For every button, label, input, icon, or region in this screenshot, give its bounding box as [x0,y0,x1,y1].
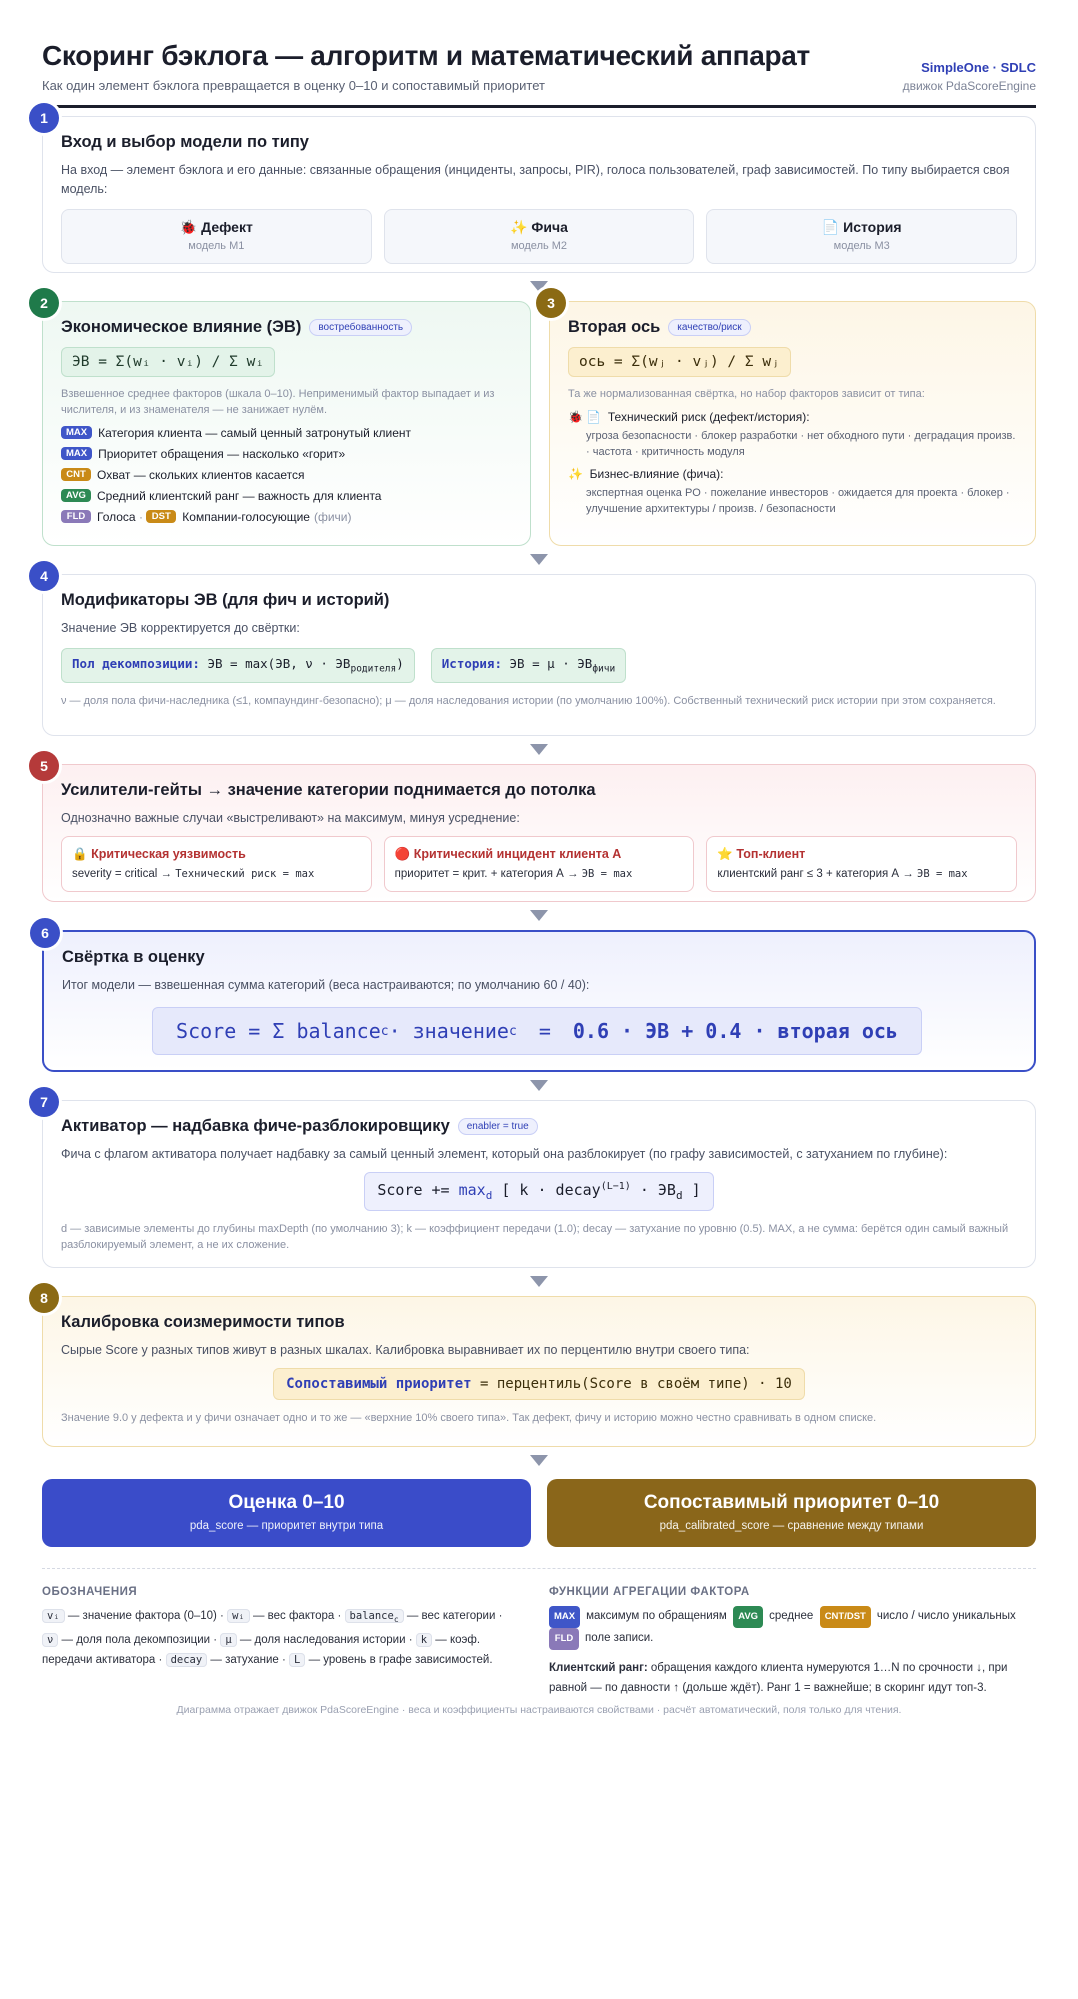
agg-tag: FLD [61,510,91,523]
sparkles-icon: ✨ [568,467,583,481]
agg-tag: MAX [61,447,92,460]
step-1-card [40,110,1036,273]
flow-arrow-icon [530,744,548,755]
model-feature [384,209,695,264]
group-title: Технический риск [607,410,706,424]
footer-note: Диаграмма отражает движок PdaScoreEngine · веса и коэффициенты настраиваются свойствами · расчёт автоматический, поля только для чтения. [176,1704,902,1716]
result-score-title: Оценка 0–10 [228,1492,345,1513]
group-title: Бизнес-влияние [589,467,680,481]
lock-icon: 🔒 [72,847,88,861]
model-code: модель M3 [833,240,890,252]
step-8-number: 8 [29,1283,59,1313]
header [42,38,1036,108]
model-code: модель M1 [188,240,245,252]
factor-name: Средний клиентский ранг [97,488,240,503]
step-6-number: 6 [30,918,60,948]
step-5-desc: Однозначно важные случаи «выстреливают» на максимум, минуя усреднение: [61,811,520,825]
step-3-pill: качество/риск [668,319,750,336]
result-score [42,1479,531,1547]
ev-formula: ЭВ = Σ(wᵢ · vᵢ) / Σ wᵢ [61,347,275,377]
calibration-formula: Сопоставимый приоритет = перцентиль(Score в своём типе) · 10 [273,1368,805,1400]
legend-notation-title: ОБОЗНАЧЕНИЯ [42,1586,138,1598]
header-meta [903,60,1036,93]
axis-group-business [568,467,1017,517]
step-2-number: 2 [29,288,59,318]
result-calibrated [547,1479,1036,1547]
group-scope: (фича): [682,467,724,481]
factor-row [61,508,512,525]
flow-arrow-icon [530,1080,548,1091]
step-3-number: 3 [536,288,566,318]
step-8-card [40,1290,1036,1447]
document-icon: 📄 [821,219,840,235]
page-title: Скоринг бэклога — алгоритм и математический аппарат [42,40,810,71]
score-formula: Score = Σ balance c · значение c = 0.6 · ЭВ + 0.4 · вторая ось [152,1007,922,1055]
sparkles-icon: ✨ [510,219,528,235]
group-scope: (дефект/история): [709,410,810,424]
group-factors: экспертная оценка PO · пожелание инвесторов · ожидается для проекта · блокер · улучшение архитектуры / произв. / безопасности [586,487,1010,515]
factor-name: Охват [97,467,131,482]
factor-row [61,424,512,441]
step-7-note: d — зависимые элементы до глубины maxDepth (по умолчанию 3); k — коэффициент передачи (1.0); decay — затухание по уровню (0.5). MAX, а не сумма: берётся один самый важный разблокируемый элемент, а не их сложение. [61,1223,1009,1251]
factor-row [61,487,512,504]
step-4-card [40,568,1036,736]
model-name: Фича [531,219,568,235]
step-8-title: Калибровка соизмеримости типов [61,1313,345,1331]
step-8-desc: Сырые Score у разных типов живут в разных шкалах. Калибровка выравнивает их по перцентилю внутри своего типа: [61,1343,750,1357]
step-1-desc: На вход — элемент бэклога и его данные: связанные обращения (инциденты, запросы, PIR), голоса пользователей, граф зависимостей. По типу выбирается своя модель: [61,163,1010,196]
group-factors: угроза безопасности · блокер разработки · нет обходного пути · деградация произв. · частота · критичность модуля [586,430,1016,458]
legend-aggregation-title: ФУНКЦИИ АГРЕГАЦИИ ФАКТОРА [549,1586,750,1598]
agg-tag: MAX [61,426,92,439]
step-4-number: 4 [29,561,59,591]
model-name: История [843,219,902,235]
step-6-title: Свёртка в оценку [62,948,205,966]
step-6-desc: Итог модели — взвешенная сумма категорий (веса настраиваются; по умолчанию 60 / 40): [62,978,590,992]
legend-aggregation: ФУНКЦИИ АГРЕГАЦИИ ФАКТОРА MAX максимум по обращениям AVG среднее CNT/DST число / число уникальных FLD поле записи. Клиентский ранг: обращения каждого клиента нумеруются 1…N по срочности ↓, при равной — по давности ↑ (дольше ждёт). Ранг 1 = важнейше; в скоринг идут топ-3. [549,1586,1036,1698]
floor-formula: Пол декомпозиции: ЭВ = max(ЭВ, $\nu \cdot ЭВ_{родителя}$) [61,648,415,683]
step-8-note: Значение 9.0 у дефекта и у фичи означает одно и то же — «верхние 10% своего типа». Так дефект, фичу и историю можно честно сравнивать в одном списке. [61,1412,877,1424]
result-score-sub: pda_score — приоритет внутри типа [189,1520,384,1532]
bug-document-icon: 🐞 📄 [568,410,602,424]
factor-row [61,445,512,462]
bug-icon: 🐞 [179,219,198,235]
step-5-card [40,758,1036,902]
step-6-card [41,925,1036,1072]
star-icon: ⭐ [717,847,733,861]
page-subtitle: Как один элемент бэклога превращается в оценку 0–10 и сопоставимый приоритет [42,78,545,93]
factor-desc: — насколько «горит» [227,446,346,461]
step-7-pill: enabler = true [458,1118,538,1135]
step-2-title: Экономическое влияние (ЭВ) [61,318,302,336]
result-calibrated-sub: pda_calibrated_score — сравнение между типами [659,1520,924,1532]
gate-critical-incident: 🔴 Критический инцидент клиента А приоритет = крит. + категория А → ЭВ = max [384,836,695,892]
flow-arrow-icon [530,554,548,565]
step-4-title: Модификаторы ЭВ (для фич и историй) [61,591,390,609]
gate-critical-vuln: 🔒 Критическая уязвимость severity = critical → Технический риск = max [61,836,372,892]
factor-desc: — самый ценный затронутый клиент [205,425,412,440]
factor-name: Категория клиента [98,425,202,440]
enabler-formula: Score += $\max_d$ [ k · decay$^{(L-1)}$ · $ЭВ_d$ ] [364,1172,713,1211]
agg-tag: DST [146,510,176,523]
step-7-title: Активатор — надбавка фиче-разблокировщику [61,1117,450,1135]
axis-note: Та же нормализованная свёртка, но набор факторов зависит от типа: [568,388,925,400]
flow-arrow-icon [530,1455,548,1466]
axis-formula: ось = Σ(wⱼ · vⱼ) / Σ wⱼ [568,347,791,377]
step-7-number: 7 [29,1087,59,1117]
step-3-card [547,295,1036,546]
factor-row [61,466,512,483]
step-7-desc: Фича с флагом активатора получает надбавку за самый ценный элемент, который она разблокирует (по графу зависимостей, с затуханием по глубине): [61,1147,948,1161]
separator: · [138,509,143,524]
result-calibrated-title: Сопоставимый приоритет 0–10 [643,1492,940,1513]
story-formula: История: ЭВ = $\mu \cdot ЭВ_{фичи}$ [431,648,626,683]
model-name: Дефект [201,219,253,235]
step-5-title: Усилители-гейты → значение категории поднимается до потолка [61,781,596,799]
model-code: модель M2 [510,240,568,252]
step-4-desc: Значение ЭВ корректируется до свёртки: [61,621,300,635]
brand-label: SimpleOne · SDLC [921,60,1036,75]
gate-top-client: ⭐ Топ-клиент клиентский ранг ≤ 3 + категория А → ЭВ = max [706,836,1017,892]
factor-desc: — важность для клиента [242,488,382,503]
step-1-title: Вход и выбор модели по типу [61,133,309,151]
divider [42,1568,1036,1569]
agg-tag: AVG [61,489,91,502]
client-rank-note: Клиентский ранг: обращения каждого клиента нумеруются 1…N по срочности ↓, при равной — по давности ↑ (дольше ждёт). Ранг 1 = важнейше; в скоринг идут топ-3. [549,1662,1008,1694]
factor-scope: (фичи) [313,509,352,524]
axis-group-tech [568,410,1017,460]
model-defect [61,209,372,264]
factor-name: Голоса [97,509,136,524]
step-2-pill: востребованность [309,319,412,336]
red-circle-icon: 🔴 [394,847,411,861]
step-2-card [40,295,531,546]
factor-name: Приоритет обращения [98,446,224,461]
engine-label: движок PdaScoreEngine [902,79,1036,93]
agg-tag: CNT [61,468,91,481]
model-list [61,209,1017,264]
flow-arrow-icon [530,1276,548,1287]
model-story [706,209,1017,264]
factor-desc: — скольких клиентов касается [133,467,305,482]
step-5-number: 5 [29,751,59,781]
ev-note: Взвешенное среднее факторов (шкала 0–10). Неприменимый фактор выпадает и из числителя, и из знаменателя — не занижает нулём. [61,388,495,416]
gate-list [61,836,1017,892]
ev-factor-list [61,424,512,525]
factor-name: Компании-голосующие [182,509,310,524]
step-4-note: ν — доля пола фичи-наследника (≤1, компаундинг-безопасно); μ — доля наследования истории (по умолчанию 100%). Собственный технический риск истории при этом сохраняется. [61,694,996,707]
step-1-number: 1 [29,103,59,133]
flow-arrow-icon [530,910,548,921]
step-7-card [40,1094,1036,1268]
legend-notation: ОБОЗНАЧЕНИЯ vᵢ — значение фактора (0–10) · wᵢ — вес фактора · balance$_c$ — вес категории · ν — доля пола декомпозиции · μ — доля наследования истории · k — коэф. передачи активатора · decay — затухание · L — уровень в графе зависимостей. [42,1586,512,1670]
step-3-title: Вторая ось [568,318,661,336]
